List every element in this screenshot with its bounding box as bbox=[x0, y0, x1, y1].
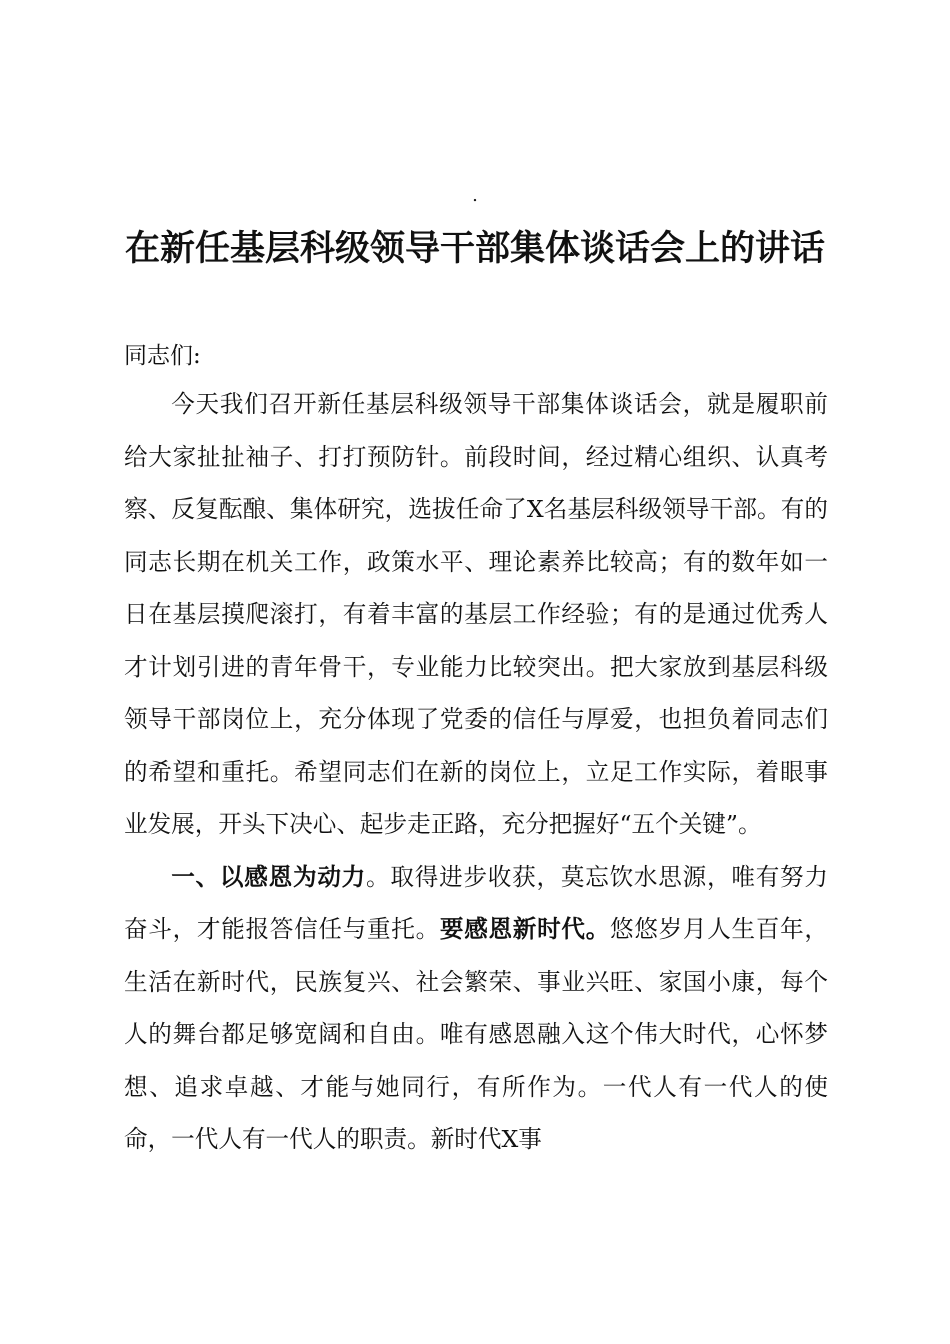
header-mark: . bbox=[472, 185, 478, 206]
section-text-b: 悠悠岁月人生百年，生活在新时代，民族复兴、社会繁荣、事业兴旺、家国小康，每个人的舞台都足够宽阔和自由。唯有感恩融入这个伟大时代，心怀梦想、追求卓越、才能与她同行，有所作为。一代人有一代人的使命，一代人有一代人的职责。新时代X事 bbox=[124, 915, 829, 1153]
paragraph-section-1 bbox=[124, 851, 828, 1166]
document-body bbox=[124, 378, 828, 1166]
salutation: 同志们: bbox=[124, 343, 201, 369]
document-title: 在新任基层科级领导干部集体谈话会上的讲话 bbox=[124, 228, 825, 269]
section-subheading: 要感恩新时代。 bbox=[439, 915, 611, 943]
section-text-a: 。取得进步收获，莫忘饮水思源，唯有努力奋斗，才能报答信任与重托。 bbox=[124, 862, 829, 943]
section-heading: 一、以感恩为动力 bbox=[171, 862, 367, 891]
paragraph-intro: 今天我们召开新任基层科级领导干部集体谈话会，就是履职前给大家扯扯袖子、打打预防针。前段时间，经过精心组织、认真考察、反复酝酿、集体研究，选拔任命了X名基层科级领导干部。有的同志长期在机关工作，政策水平、理论素养比较高；有的数年如一日在基层摸爬滚打，有着丰富的基层工作经验；有的是通过优秀人才计划引进的青年骨干，专业能力比较突出。把大家放到基层科级领导干部岗位上，充分体现了党委的信任与厚爱，也担负着同志们的希望和重托。希望同志们在新的岗位上，立足工作实际，着眼事业发展，开头下决心、起步走正路，充分把握好“五个关键”。 bbox=[124, 390, 828, 838]
